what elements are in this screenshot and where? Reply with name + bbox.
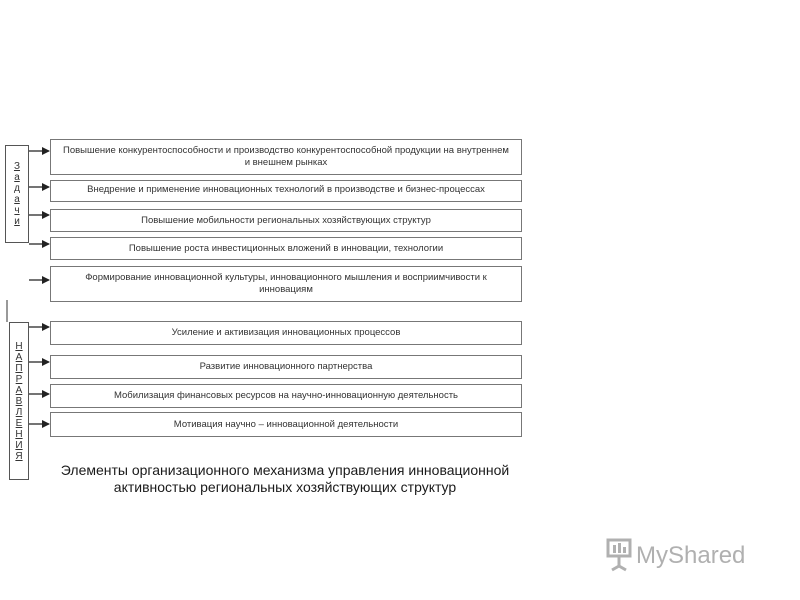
- task-box: [50, 209, 522, 232]
- directions-label-letter: А: [15, 384, 23, 396]
- tasks-label-letter: и: [14, 216, 20, 227]
- presentation-board-icon: [606, 536, 766, 572]
- direction-box: [50, 412, 522, 437]
- direction-box: [50, 384, 522, 408]
- direction-text: Мотивация научно – инновационной деятельности: [173, 418, 399, 430]
- direction-text: Усиление и активизация инновационных процессов: [171, 327, 401, 338]
- directions-label-letter: Н: [15, 428, 23, 440]
- directions-label-letter: Е: [15, 417, 23, 429]
- watermark-logo: [606, 536, 766, 572]
- tasks-label-letter: ч: [14, 205, 20, 216]
- task-box: [50, 180, 522, 202]
- task-text: Повышение мобильности региональных хозяйствующих структур: [141, 214, 431, 226]
- tasks-label-letter: З: [13, 161, 21, 172]
- task-text: Повышение роста инвестиционных вложений в инновации, технологии: [128, 242, 444, 254]
- direction-text: Мобилизация финансовых ресурсов на научно-инновационную деятельность: [113, 390, 459, 401]
- task-text: Повышение конкурентоспособности и производство конкурентоспособной продукции на внутреннем и внешнем рынках: [63, 145, 509, 168]
- directions-label-letter: Р: [15, 373, 23, 385]
- tasks-label-letter: а: [14, 172, 20, 183]
- task-box: [50, 237, 522, 260]
- tasks-label-letter: д: [14, 183, 20, 194]
- task-box: [50, 266, 522, 302]
- direction-box: [50, 355, 522, 379]
- direction-box: [50, 321, 522, 345]
- direction-text: Развитие инновационного партнерства: [199, 361, 373, 372]
- task-text: Внедрение и применение инновационных технологий в производстве и бизнес-процессах: [87, 184, 485, 195]
- watermark-text: MyShared: [636, 542, 746, 569]
- diagram-caption: Элементы организационного механизма управления инновационной активностью региональных хозяйствующих структур: [60, 462, 510, 495]
- task-box: [50, 139, 522, 175]
- directions-label-letter: Н: [15, 340, 23, 352]
- directions-label-letter: Л: [15, 406, 23, 418]
- directions-label-letter: А: [15, 351, 23, 363]
- directions-label-letter: Я: [15, 450, 23, 462]
- task-text: Формирование инновационной культуры, инновационного мышления и восприимчивости к инновациям: [85, 272, 487, 295]
- directions-label-letter: В: [15, 395, 23, 407]
- directions-label-letter: П: [15, 362, 23, 374]
- directions-label-letter: И: [15, 439, 23, 451]
- tasks-label-letter: а: [14, 194, 20, 205]
